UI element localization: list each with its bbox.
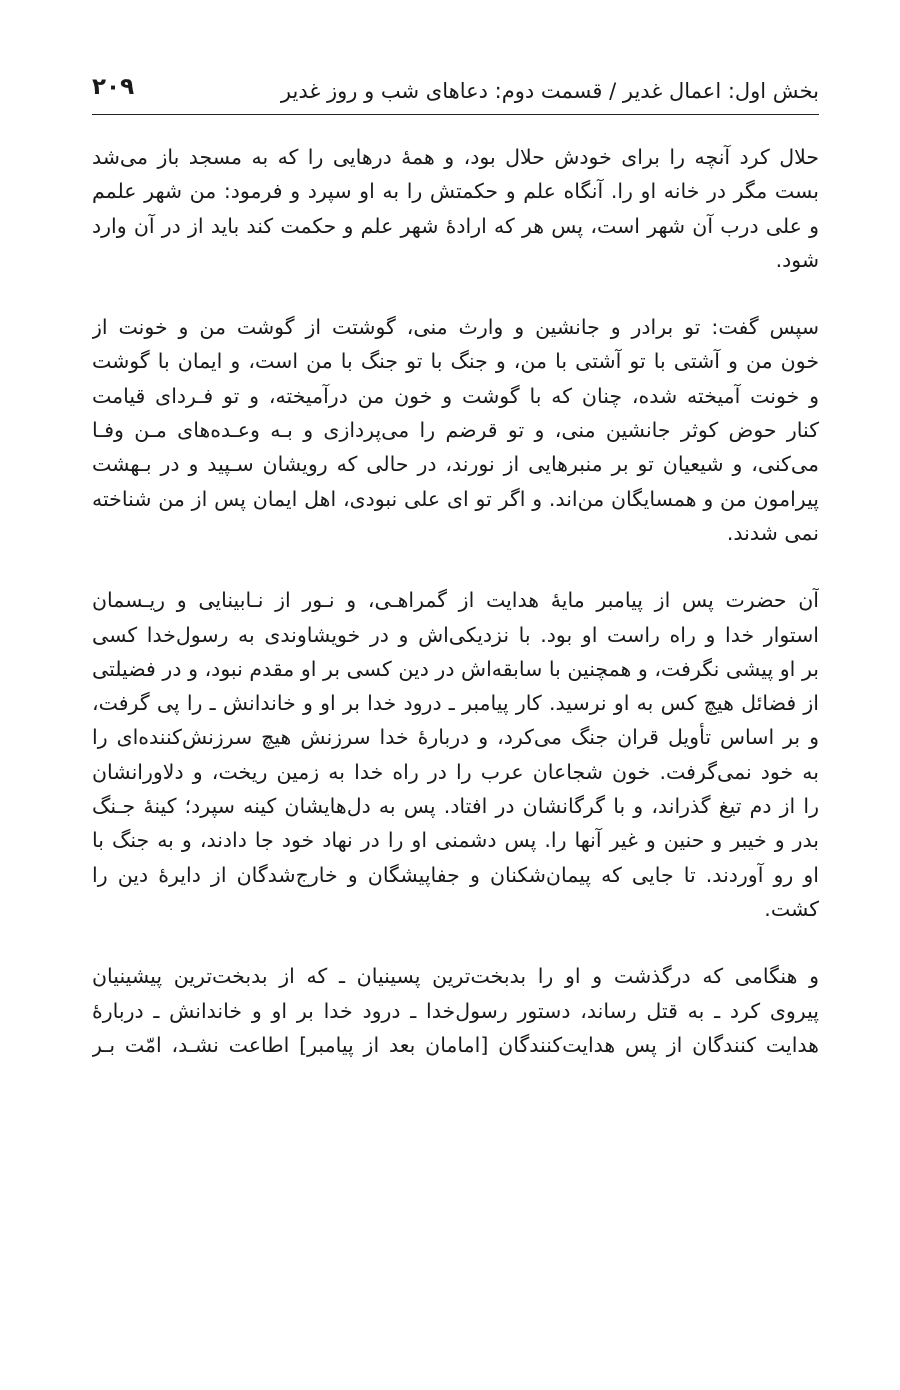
text-line: بست مگر در خانه او را. آنگاه علم و حکمتش را به او سپرد و فرمود: من شهر علمم [92, 179, 819, 204]
text-line: از فضائل هیچ کس به او نرسید. کار پیامبر ـ درود خدا بر او و خاندانش ـ را پی گرفت، [92, 691, 819, 716]
paragraph-4 [92, 959, 819, 1062]
text-line: پیرامون من و همسایگان من‌اند. و اگر تو ای علی نبودی، اهل ایمان پس از من شناخته [92, 486, 819, 511]
text-line: شود. [775, 247, 819, 272]
text-line: بدر و خیبر و حنین و غیر آنها را. پس دشمنی او را در نهاد خود جا دادند، و به جنگ با [92, 828, 819, 853]
text-line: او رو آوردند. تا جایی که پیمان‌شکنان و جفاپیشگان و خارج‌شدگان از دایرهٔ دین را [92, 862, 819, 887]
page-number: ۲۰۹ [92, 74, 135, 100]
text-line: و خونت آمیخته شده، چنان که با گوشت و خون من درآمیخته، و تو فـردای قیامت [92, 383, 819, 408]
paragraph-2 [92, 310, 819, 550]
text-line: کنار حوض کوثر جانشین منی، و تو قرضم را می‌پردازی و بـه وعـده‌های مـن وفـا [92, 418, 819, 443]
running-header [92, 66, 819, 115]
text-line: و هنگامی که درگذشت و او را بدبخت‌ترین پسینیان ـ که از بدبخت‌ترین پیشینیان [92, 964, 819, 989]
header-title: بخش اول: اعمال غدیر / قسمت دوم: دعاهای شب و روز غدیر [280, 79, 819, 103]
text-line: آن حضرت پس از پیامبر مایهٔ هدایت از گمراهـی، و نـور از نـابینایی و ریـسمان [92, 588, 819, 613]
body-text [92, 140, 819, 1095]
text-line: نمی شدند. [726, 520, 819, 545]
text-line: استوار خدا و راه راست او بود. با نزدیکی‌اش و در خویشاوندی به رسول‌خدا کسی [92, 622, 819, 647]
paragraph-3 [92, 583, 819, 926]
text-line: کشت. [764, 896, 819, 921]
text-line: خون من و آشتی با تو آشتی با من، و جنگ با تو جنگ با من است، و ایمان با گوشت [92, 349, 819, 374]
text-line: و بر اساس تأویل قران جنگ می‌کرد، و دربارهٔ خدا سرزنش هیچ سرزنش‌کننده‌ای را [92, 725, 819, 750]
text-line: به خود نمی‌گرفت. خون شجاعان عرب را در راه خدا به زمین ریخت، و دلاورانشان [92, 759, 819, 784]
text-line: و علی درب آن شهر است، پس هر که ارادهٔ شهر علم و حکمت کند باید از در آن وارد [92, 213, 819, 238]
text-line: هدایت کنندگان از پس هدایت‌کنندگان [امامان بعد از پیامبر] اطاعت نشـد، امّت بـر [92, 1032, 819, 1057]
text-line: بر او پیشی نگرفت، و همچنین با سابقه‌اش در دین کسی بر او مقدم نبود، و در فضیلتی [92, 656, 819, 681]
text-line: حلال کرد آنچه را برای خودش حلال بود، و همهٔ درهایی را که به مسجد باز می‌شد [92, 145, 819, 169]
paragraph-1 [92, 140, 819, 277]
text-line: را از دم تیغ گذراند، و با گرگانشان در افتاد. پس به دل‌هایشان کینه سپرد؛ کینهٔ جـنگ [92, 794, 819, 819]
text-line: سپس گفت: تو برادر و جانشین و وارث منی، گوشتت از گوشت من و خونت از [92, 315, 819, 340]
text-line: پیروی کرد ـ به قتل رساند، دستور رسول‌خدا ـ درود خدا بر او و خاندانش ـ دربارهٔ [92, 998, 819, 1023]
text-line: می‌کنی، و شیعیان تو بر منبرهایی از نورند، در حالی که رویشان سـپید و در بـهشت [92, 452, 819, 477]
